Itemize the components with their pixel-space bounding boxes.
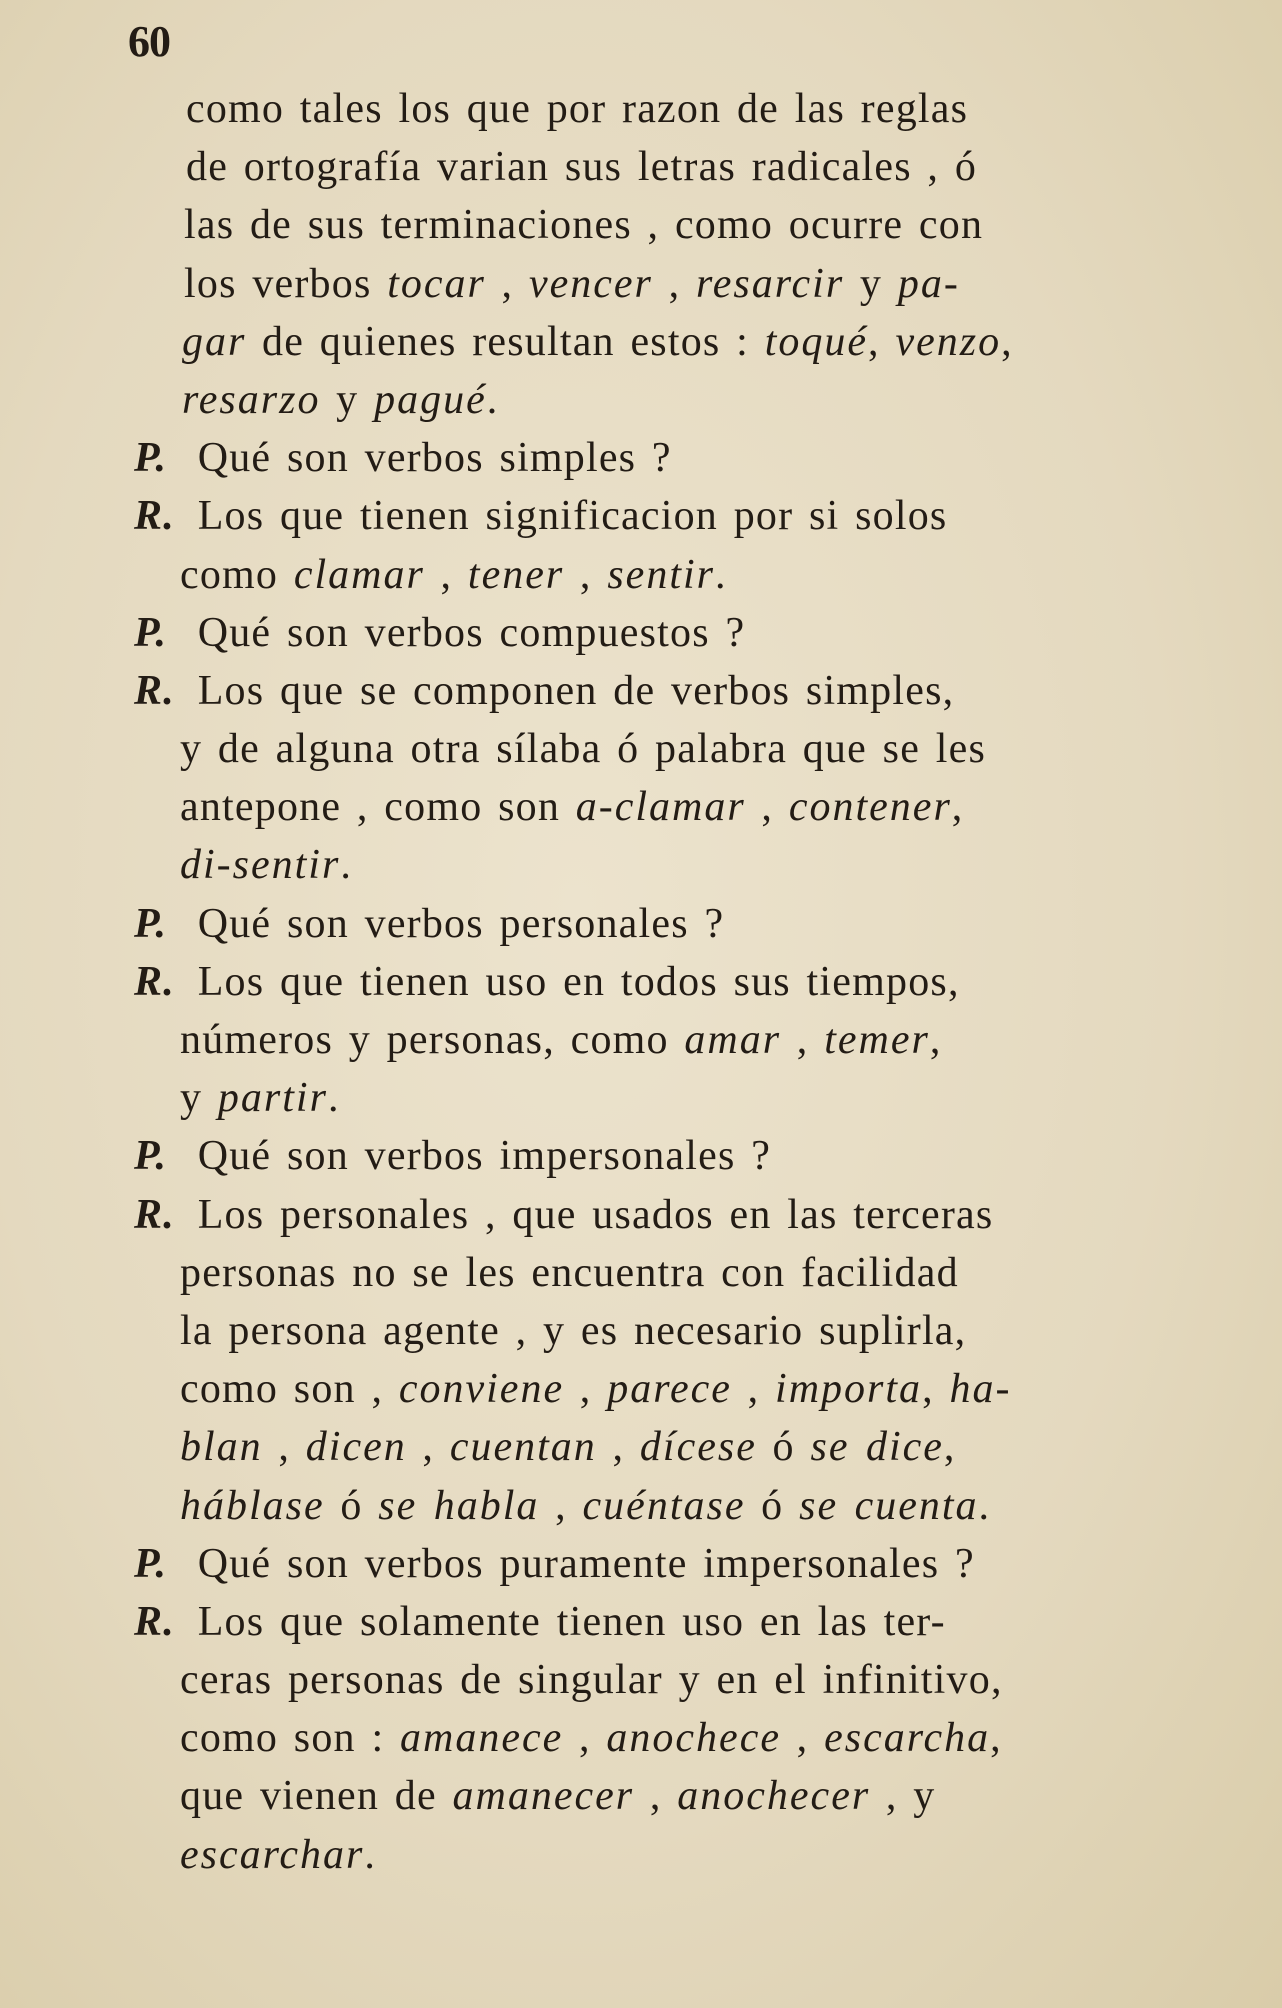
text-segment: como tales los que por razon de las reglas xyxy=(186,86,969,132)
text-segment: , xyxy=(781,1017,825,1063)
question-line xyxy=(0,895,1282,953)
text-line xyxy=(0,371,1282,429)
text-segment: , xyxy=(868,318,896,365)
text-segment: . xyxy=(486,376,499,423)
text-line xyxy=(0,1011,1282,1069)
text-segment: , xyxy=(1001,318,1013,365)
text-segment: , xyxy=(539,1482,583,1529)
italic-term: amanecer xyxy=(452,1773,635,1820)
text-segment: . xyxy=(715,551,727,598)
text-line xyxy=(0,1477,1282,1535)
text-segment: ó xyxy=(745,1482,800,1529)
text-segment: , xyxy=(596,1424,640,1471)
italic-term: pa- xyxy=(897,260,960,307)
text-segment: como son , xyxy=(180,1366,399,1413)
question-line xyxy=(0,1535,1282,1593)
text-line xyxy=(0,778,1282,836)
text-segment: , xyxy=(406,1424,450,1471)
question-label: P. xyxy=(134,609,168,656)
italic-term: venzo xyxy=(895,318,1002,365)
text-segment: como son : xyxy=(180,1715,401,1762)
text-segment: la persona agente , y es necesario suplirla, xyxy=(180,1307,967,1354)
text-line xyxy=(0,1767,1282,1825)
italic-term: se cuenta xyxy=(799,1482,979,1529)
text-segment: Los personales , que usados en las terceras xyxy=(182,1191,994,1238)
italic-term: parece xyxy=(607,1366,732,1413)
text-segment: , xyxy=(780,1715,825,1762)
text-segment: y xyxy=(844,260,898,307)
text-line xyxy=(0,1418,1282,1476)
text-line xyxy=(0,1069,1282,1127)
text-segment: Los que solamente tienen uso en las ter- xyxy=(182,1598,946,1645)
italic-term: importa xyxy=(775,1366,923,1413)
text-segment: y de alguna otra sílaba ó palabra que se les xyxy=(180,726,987,773)
text-segment: Los que tienen uso en todos sus tiempos, xyxy=(182,958,960,1005)
italic-term: temer xyxy=(824,1017,930,1063)
text-segment: , xyxy=(745,784,789,831)
question-label: P. xyxy=(134,1133,168,1180)
text-segment: Los que tienen significacion por si solos xyxy=(182,493,948,540)
italic-term: escarchar xyxy=(180,1831,365,1878)
italic-term: amar xyxy=(684,1017,782,1063)
text-segment: , xyxy=(634,1773,678,1820)
italic-term: resarcir xyxy=(695,260,845,307)
answer-label: R. xyxy=(134,1191,175,1238)
italic-term: sentir xyxy=(607,551,715,598)
text-line xyxy=(0,1826,1282,1884)
text-line xyxy=(0,1360,1282,1418)
italic-term: conviene xyxy=(398,1366,565,1413)
answer-label: R. xyxy=(134,667,175,714)
text-line xyxy=(0,313,1282,371)
answer-label: R. xyxy=(134,1598,175,1645)
text-segment: , xyxy=(990,1715,1002,1762)
italic-term: partir xyxy=(217,1075,328,1122)
text-segment: como xyxy=(180,551,294,598)
italic-term: anochecer xyxy=(677,1773,871,1820)
text-segment: Qué son verbos puramente impersonales ? xyxy=(182,1540,975,1587)
text-segment: y xyxy=(180,1075,218,1122)
italic-term: dícese xyxy=(639,1424,757,1471)
text-line xyxy=(0,80,1282,138)
text-segment: Qué son verbos impersonales ? xyxy=(182,1133,772,1180)
text-segment: , xyxy=(922,1366,950,1413)
text-segment: , xyxy=(424,551,468,598)
text-segment: , xyxy=(563,1715,607,1762)
italic-term: anochece xyxy=(606,1715,781,1762)
italic-term: amanece xyxy=(400,1715,564,1762)
text-line xyxy=(0,138,1282,196)
question-line xyxy=(0,1127,1282,1185)
question-label: P. xyxy=(134,1540,168,1587)
answer-line xyxy=(0,662,1282,720)
page-body xyxy=(0,80,1282,1884)
text-segment: , xyxy=(731,1366,776,1413)
text-line xyxy=(0,1302,1282,1360)
text-segment: las de sus terminaciones , como ocurre con xyxy=(184,202,984,249)
italic-term: di-sentir xyxy=(180,842,341,889)
answer-label: R. xyxy=(134,958,175,1005)
italic-term: dicen xyxy=(305,1424,407,1471)
answer-line xyxy=(0,1593,1282,1651)
text-segment: Qué son verbos compuestos ? xyxy=(182,609,746,656)
italic-term: ha- xyxy=(949,1366,1012,1413)
text-line xyxy=(0,720,1282,778)
italic-term: se dice xyxy=(810,1424,944,1471)
text-line xyxy=(0,196,1282,254)
text-segment: , xyxy=(485,260,529,307)
italic-term: blan xyxy=(180,1424,263,1471)
page-number: 60 xyxy=(128,17,170,66)
italic-term: tener xyxy=(467,551,565,598)
italic-term: vencer xyxy=(528,260,653,307)
text-segment: , xyxy=(564,551,608,598)
text-segment: , xyxy=(943,1424,956,1471)
text-segment: , xyxy=(564,1366,608,1413)
text-segment: , xyxy=(929,1017,942,1063)
text-segment: ó xyxy=(324,1482,379,1529)
text-segment: de quienes resultan estos : xyxy=(246,318,765,365)
italic-term: resarzo xyxy=(182,376,321,423)
text-segment: . xyxy=(364,1831,377,1878)
text-segment: , xyxy=(652,260,696,307)
italic-term: escarcha xyxy=(824,1715,991,1762)
text-segment: números y personas, como xyxy=(180,1017,685,1063)
text-segment: ó xyxy=(756,1424,811,1471)
answer-line xyxy=(0,487,1282,545)
text-segment: ceras personas de singular y en el infinitivo, xyxy=(180,1657,1003,1704)
text-line xyxy=(0,836,1282,894)
italic-term: háblase xyxy=(180,1482,325,1529)
text-segment: , xyxy=(951,784,964,831)
question-label: P. xyxy=(134,435,168,482)
italic-term: clamar xyxy=(293,551,425,598)
answer-line xyxy=(0,1186,1282,1244)
text-segment: , xyxy=(262,1424,306,1471)
text-segment: de ortografía varian sus letras radicales , ó xyxy=(186,144,978,191)
text-segment: Qué son verbos simples ? xyxy=(182,435,672,482)
text-line xyxy=(0,1244,1282,1302)
answer-line xyxy=(0,953,1282,1011)
text-segment: que vienen de xyxy=(180,1773,453,1820)
italic-term: gar xyxy=(182,318,247,365)
text-segment: personas no se les encuentra con facilidad xyxy=(180,1249,959,1296)
italic-term: contener xyxy=(788,784,952,831)
italic-term: cuentan xyxy=(449,1424,597,1471)
italic-term: a-clamar xyxy=(575,784,746,831)
text-segment: Qué son verbos personales ? xyxy=(182,900,725,947)
question-line xyxy=(0,429,1282,487)
question-line xyxy=(0,604,1282,662)
italic-term: toqué xyxy=(764,318,869,365)
text-segment: . xyxy=(978,1482,991,1529)
italic-term: tocar xyxy=(387,260,486,307)
italic-term: pagué xyxy=(374,376,487,423)
answer-label: R. xyxy=(134,493,175,540)
text-line xyxy=(0,1709,1282,1767)
text-segment: . xyxy=(327,1075,340,1122)
text-line xyxy=(0,255,1282,313)
text-segment: Los que se componen de verbos simples, xyxy=(182,667,955,714)
question-label: P. xyxy=(134,900,168,947)
text-segment: y xyxy=(320,376,375,423)
text-segment: . xyxy=(340,842,353,889)
italic-term: se habla xyxy=(378,1482,540,1529)
text-line xyxy=(0,1651,1282,1709)
text-segment: los verbos xyxy=(184,260,388,307)
text-segment: , y xyxy=(870,1773,936,1820)
text-line xyxy=(0,546,1282,604)
text-segment: antepone , como son xyxy=(180,784,576,831)
italic-term: cuéntase xyxy=(582,1482,746,1529)
